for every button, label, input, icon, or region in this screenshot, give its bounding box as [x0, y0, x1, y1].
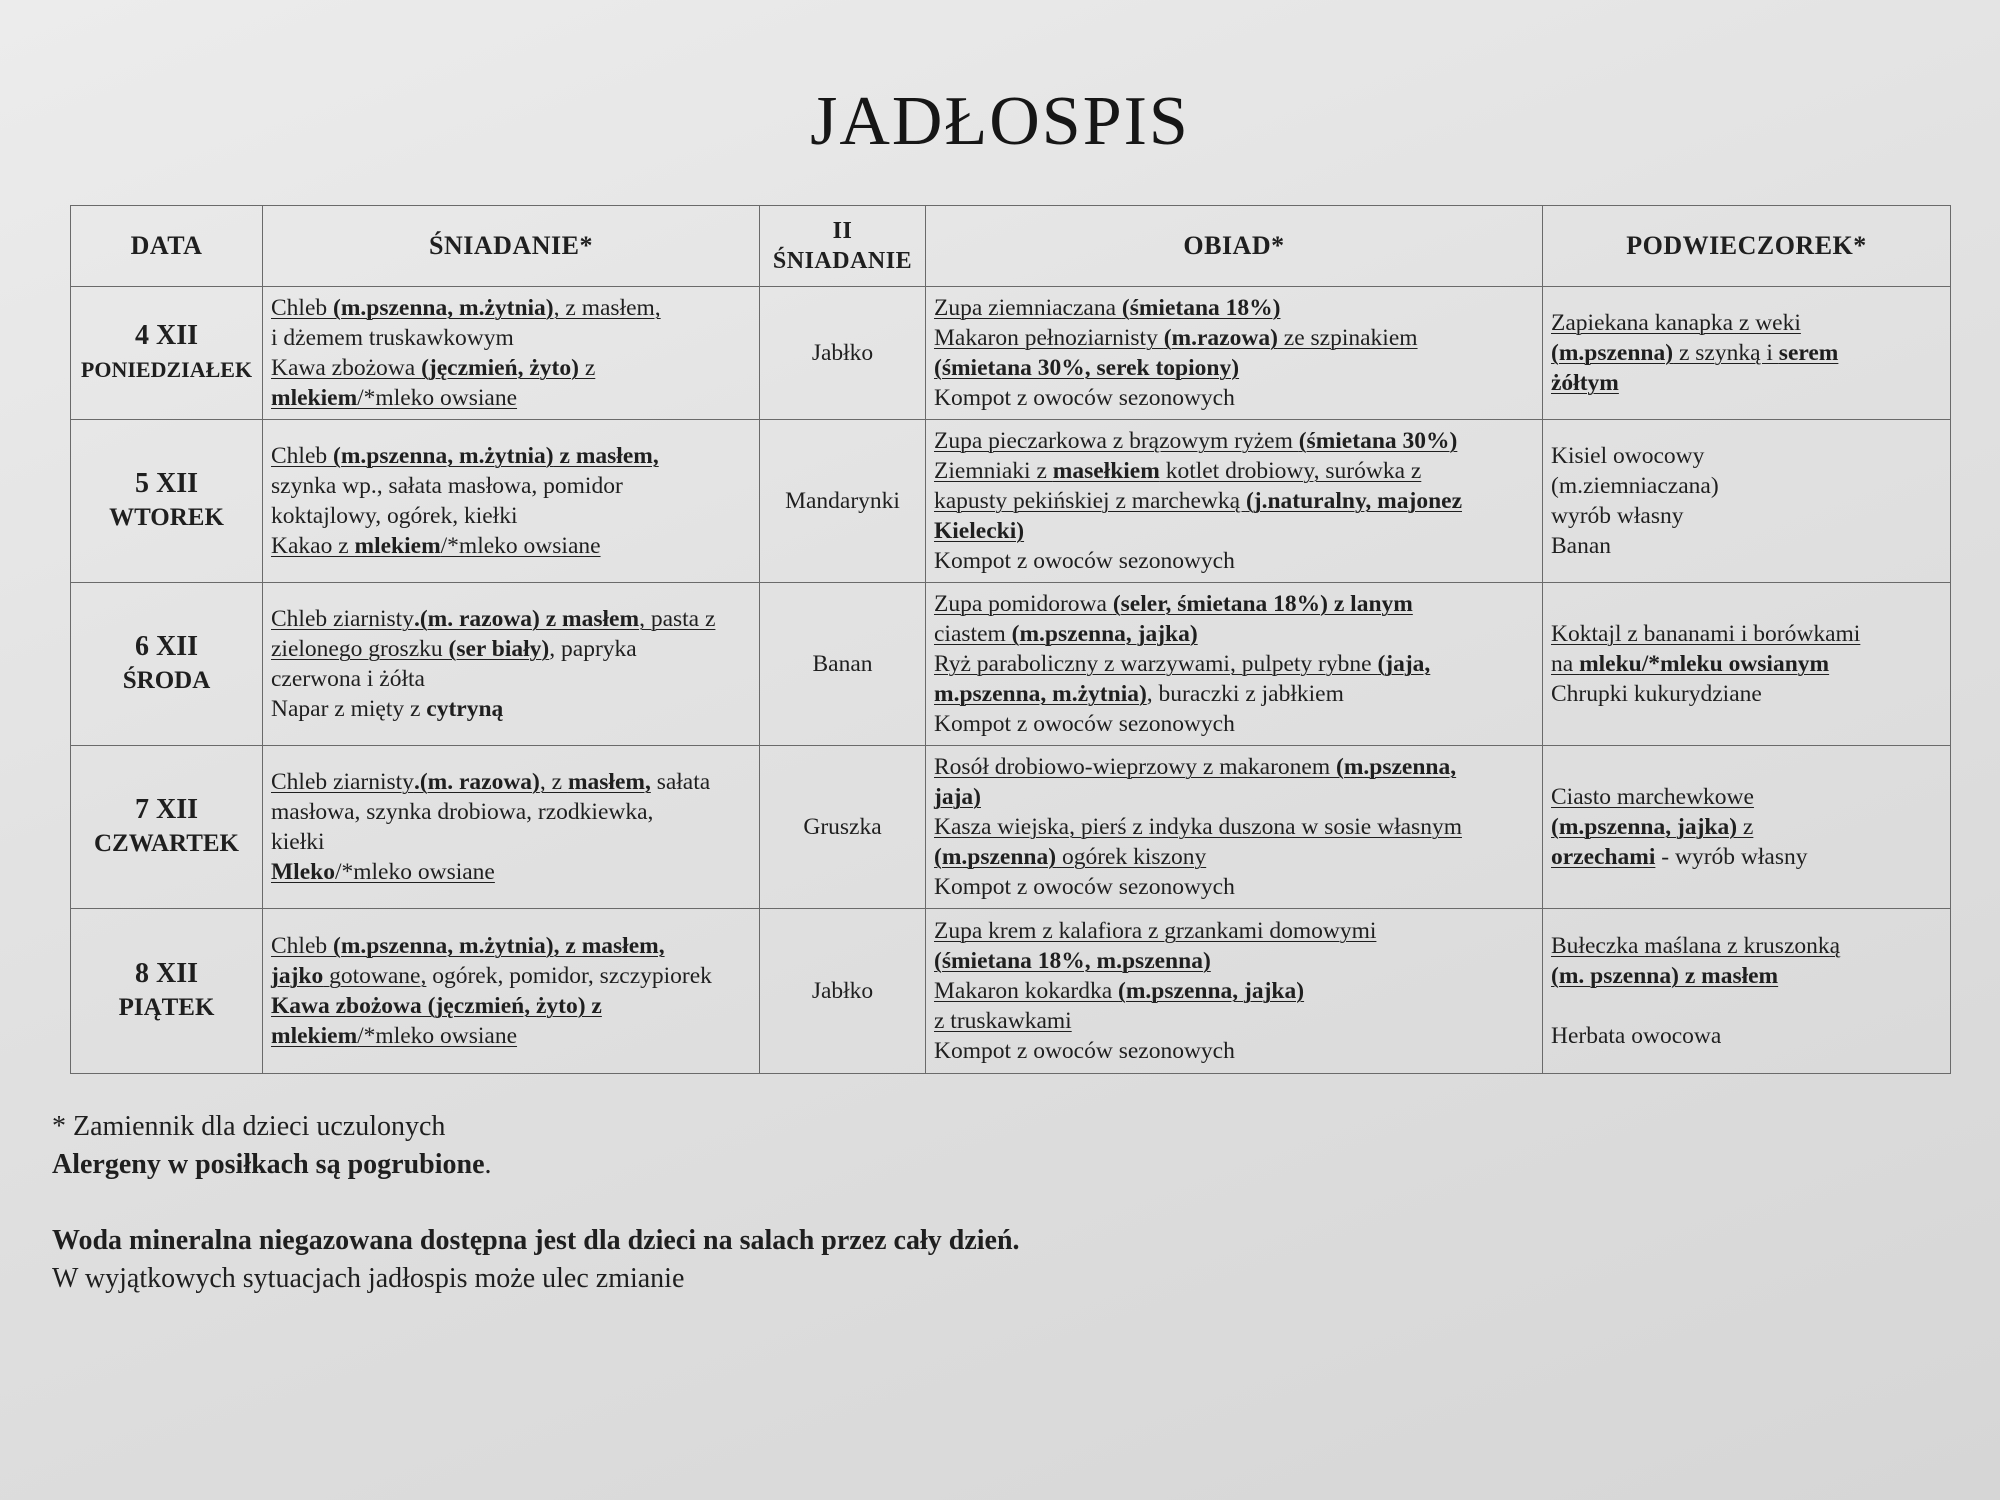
menu-text: czerwona i żółta [271, 666, 425, 692]
allergen-text: (m. pszenna) z masłem [1551, 963, 1779, 989]
allergen-text: cytryną [426, 696, 504, 722]
menu-line [934, 456, 1534, 486]
allergen-text: (śmietana 18%) [1121, 295, 1281, 321]
menu-line [1551, 308, 1942, 338]
menu-text: /*mleko owsiane [357, 1023, 518, 1049]
lunch-cell [926, 909, 1543, 1074]
menu-text: Kompot z owoców sezonowych [934, 385, 1235, 411]
allergen-text: orzechami [1551, 844, 1656, 870]
menu-line [934, 679, 1534, 709]
lunch-cell [926, 583, 1543, 746]
day-weekday: PIĄTEK [118, 994, 215, 1021]
menu-text: Kompot z owoców sezonowych [934, 548, 1235, 574]
menu-text: kotlet drobiowy, surówka z [1159, 458, 1422, 484]
allergen-text: (śmietana 30%, serek topiony) [934, 355, 1240, 381]
allergen-text: jaja) [934, 784, 981, 810]
menu-line [271, 827, 751, 857]
header-breakfast: ŚNIADANIE* [263, 206, 760, 287]
menu-text: - wyrób własny [1655, 844, 1808, 870]
menu-text: Rosół drobiowo-wieprzowy z makaronem [934, 754, 1337, 780]
allergen-text: Mleko [271, 859, 335, 885]
menu-line [1551, 842, 1942, 872]
snack-cell [1543, 583, 1951, 746]
allergen-text: (śmietana 30%) [1298, 428, 1458, 454]
menu-text: , buraczki z jabłkiem [1146, 681, 1344, 707]
menu-text: Zupa krem z kalafiora z grzankami domowymi [934, 918, 1377, 944]
menu-text: Ziemniaki z [934, 458, 1053, 484]
menu-text: /*mleko owsiane [334, 859, 495, 885]
menu-text: Kompot z owoców sezonowych [934, 874, 1235, 900]
allergens-note [52, 1146, 1952, 1184]
menu-text: Kompot z owoców sezonowych [934, 711, 1235, 737]
allergen-text: masełkiem [1052, 458, 1160, 484]
allergen-text: (m.pszenna, jajka) [1011, 621, 1198, 647]
day-date: 8 XII [134, 958, 198, 989]
menu-text: Kisiel owocowy [1551, 443, 1705, 469]
menu-line [271, 857, 751, 887]
allergen-text: Kielecki) [934, 518, 1025, 544]
header-second-top: II [832, 218, 853, 244]
menu-line [934, 916, 1534, 946]
menu-line [934, 872, 1534, 902]
menu-text: Makaron pełnoziarnisty [934, 325, 1164, 351]
second-breakfast-cell: Jabłko [760, 287, 926, 420]
menu-text: Makaron kokardka [934, 978, 1119, 1004]
lunch-cell [926, 287, 1543, 420]
menu-text: Koktajl z bananami i borówkami [1551, 621, 1861, 647]
menu-text: Zupa pieczarkowa z brązowym ryżem [934, 428, 1299, 454]
change-note: W wyjątkowych sytuacjach jadłospis może ulec zmianie [52, 1263, 685, 1294]
menu-text: z [1737, 814, 1754, 840]
snack-cell [1543, 287, 1951, 420]
menu-text: sałata [650, 769, 711, 795]
menu-text: kapusty pekińskiej z marchewką [934, 488, 1246, 514]
menu-line [1551, 679, 1942, 709]
menu-text: koktajlowy, ogórek, kiełki [271, 503, 518, 529]
allergen-text: mleku/*mleku owsianym [1579, 651, 1830, 677]
menu-text: ogórek, pomidor, szczypiorek [426, 963, 712, 989]
allergen-text: (jaja, [1377, 651, 1431, 677]
menu-text: /*mleko owsiane [440, 533, 601, 559]
menu-line [1551, 812, 1942, 842]
header-snack: PODWIECZOREK* [1543, 206, 1951, 287]
day-weekday: WTOREK [109, 504, 224, 531]
menu-line [934, 709, 1534, 739]
menu-line [934, 426, 1534, 456]
menu-text: Kawa zbożowa [271, 355, 422, 381]
menu-text: Herbata owocowa [1551, 1023, 1722, 1049]
day-row [71, 909, 1951, 1074]
allergen-text: (m.pszenna, m.żytnia) [333, 933, 554, 959]
menu-text: Kasza wiejska, pierś z indyka duszona w sosie własnym [934, 814, 1462, 840]
menu-text: Kakao z [271, 533, 355, 559]
menu-line [271, 293, 751, 323]
menu-line [271, 991, 751, 1021]
day-weekday: CZWARTEK [94, 830, 239, 857]
menu-text: Chleb ziarnisty [271, 606, 414, 632]
menu-text: Bułeczka maślana z kruszonką [1551, 933, 1841, 959]
menu-line [934, 1006, 1534, 1036]
menu-line [271, 634, 751, 664]
day-weekday: PONIEDZIAŁEK [80, 357, 253, 382]
day-date-cell [71, 909, 263, 1074]
allergen-text: żółtym [1551, 370, 1619, 396]
header-second-breakfast [760, 206, 926, 287]
menu-line [1551, 368, 1942, 398]
day-date-cell [71, 746, 263, 909]
menu-text: kiełki [271, 829, 325, 855]
day-date: 6 XII [134, 631, 198, 662]
allergen-text: Kawa zbożowa (jęczmień, żyto) z [271, 993, 602, 1019]
menu-body [71, 287, 1951, 1074]
day-date: 5 XII [134, 468, 198, 499]
allergen-text: mlekiem [271, 385, 358, 411]
menu-table [70, 205, 1951, 1074]
snack-cell [1543, 420, 1951, 583]
menu-line [1551, 338, 1942, 368]
menu-text: (m.ziemniaczana) [1551, 473, 1719, 499]
allergen-text: (m.pszenna) [934, 844, 1057, 870]
second-breakfast-cell: Gruszka [760, 746, 926, 909]
menu-text: Chleb [271, 933, 334, 959]
menu-text: Zupa pomidorowa [934, 591, 1113, 617]
snack-cell [1543, 746, 1951, 909]
day-row [71, 287, 1951, 420]
substitute-note: * Zamiennik dla dzieci uczulonych [52, 1111, 446, 1142]
allergen-text: jajko [271, 963, 324, 989]
allergen-text: z masłem, [553, 443, 659, 469]
menu-line [271, 767, 751, 797]
menu-line [934, 619, 1534, 649]
menu-text: /*mleko owsiane [357, 385, 518, 411]
menu-line [271, 664, 751, 694]
allergen-text: (j.naturalny, majonez [1245, 488, 1462, 514]
menu-line [1551, 931, 1942, 961]
menu-line [934, 649, 1534, 679]
allergen-text: .(m. razowa) z masłem [413, 606, 640, 632]
allergen-text: .(m. razowa) [413, 769, 540, 795]
day-row [71, 420, 1951, 583]
menu-line [271, 501, 751, 531]
day-date-cell [71, 583, 263, 746]
menu-text: z szynką i [1673, 340, 1779, 366]
menu-line [934, 516, 1534, 546]
menu-line [271, 1021, 751, 1051]
menu-text: Chrupki kukurydziane [1551, 681, 1762, 707]
menu-line [1551, 441, 1942, 471]
menu-line [1551, 531, 1942, 561]
menu-line [1551, 961, 1942, 991]
menu-text: ciastem [934, 621, 1012, 647]
menu-line [934, 946, 1534, 976]
menu-text: Zupa ziemniaczana [934, 295, 1122, 321]
menu-text: , papryka [549, 636, 637, 662]
menu-line [934, 589, 1534, 619]
allergen-text: masłem, [567, 769, 651, 795]
menu-text: Napar z mięty z [271, 696, 427, 722]
menu-line [934, 546, 1534, 576]
second-breakfast-cell: Mandarynki [760, 420, 926, 583]
menu-text: ogórek kiszony [1056, 844, 1207, 870]
menu-line [271, 531, 751, 561]
menu-line [271, 694, 751, 724]
lunch-cell [926, 746, 1543, 909]
allergen-text: mlekiem [354, 533, 441, 559]
lunch-cell [926, 420, 1543, 583]
menu-text: zielonego groszku [271, 636, 449, 662]
menu-text: gotowane, [323, 963, 427, 989]
snack-cell [1543, 909, 1951, 1074]
day-date-cell [71, 287, 263, 420]
menu-line [1551, 619, 1942, 649]
menu-line [934, 812, 1534, 842]
allergen-text: , z masłem, [553, 933, 665, 959]
menu-line [271, 961, 751, 991]
allergen-text: (m.pszenna) [1551, 340, 1674, 366]
menu-line [1551, 471, 1942, 501]
menu-line [934, 293, 1534, 323]
allergen-text: (m.pszenna, m.żytnia) [333, 443, 554, 469]
menu-line [1551, 991, 1942, 1021]
allergen-text: m.pszenna, m.żytnia) [934, 681, 1147, 707]
allergens-note-text: Alergeny w posiłkach są pogrubione [52, 1149, 485, 1180]
menu-line [934, 323, 1534, 353]
menu-text: z truskawkami [934, 1008, 1072, 1034]
second-breakfast-cell: Jabłko [760, 909, 926, 1074]
second-breakfast-cell: Banan [760, 583, 926, 746]
menu-line [271, 383, 751, 413]
menu-line [934, 782, 1534, 812]
menu-text: Chleb ziarnisty [271, 769, 414, 795]
header-row [71, 206, 1951, 287]
breakfast-cell [263, 420, 760, 583]
menu-line [934, 976, 1534, 1006]
header-lunch: OBIAD* [926, 206, 1543, 287]
allergen-text: serem [1778, 340, 1839, 366]
allergens-note-end: . [484, 1149, 492, 1180]
menu-text: Chleb [271, 443, 334, 469]
day-date: 4 XII [134, 320, 198, 351]
menu-text: , z [539, 769, 568, 795]
menu-text: wyrób własny [1551, 503, 1684, 529]
breakfast-cell [263, 287, 760, 420]
menu-line [934, 383, 1534, 413]
menu-text: Zapiekana kanapka z weki [1551, 310, 1801, 336]
menu-line [934, 752, 1534, 782]
menu-line [271, 797, 751, 827]
menu-line [1551, 649, 1942, 679]
menu-text: Banan [1551, 533, 1612, 559]
menu-text: i dżemem truskawkowym [271, 325, 514, 351]
menu-text: ze szpinakiem [1277, 325, 1418, 351]
menu-text: , z masłem, [553, 295, 661, 321]
menu-line [271, 604, 751, 634]
menu-text: Kompot z owoców sezonowych [934, 1038, 1235, 1064]
day-date-cell [71, 420, 263, 583]
breakfast-cell [263, 746, 760, 909]
menu-text: Chleb [271, 295, 334, 321]
menu-text: , pasta z [639, 606, 716, 632]
menu-line [1551, 782, 1942, 812]
header-date: DATA [71, 206, 263, 287]
menu-text: szynka wp., sałata masłowa, pomidor [271, 473, 623, 499]
menu-line [271, 441, 751, 471]
allergen-text: (m.razowa) [1163, 325, 1278, 351]
allergen-text: (m.pszenna, jajka) [1551, 814, 1738, 840]
menu-line [934, 353, 1534, 383]
allergen-text: (m.pszenna, m.żytnia) [333, 295, 554, 321]
water-note: Woda mineralna niegazowana dostępna jest dla dzieci na salach przez cały dzień. [52, 1225, 1020, 1256]
menu-line [934, 842, 1534, 872]
page-title: JADŁOSPIS [810, 83, 1190, 160]
allergen-text: (m.pszenna, [1336, 754, 1457, 780]
menu-line [271, 353, 751, 383]
menu-text: Ryż paraboliczny z warzywami, pulpety rybne [934, 651, 1378, 677]
allergen-text: (seler, śmietana 18%) z lanym [1112, 591, 1413, 617]
footer-notes [52, 1108, 1952, 1298]
menu-text: Ciasto marchewkowe [1551, 784, 1754, 810]
menu-text: masłowa, szynka drobiowa, rzodkiewka, [271, 799, 654, 825]
allergen-text: mlekiem [271, 1023, 358, 1049]
menu-line [271, 931, 751, 961]
menu-line [934, 486, 1534, 516]
day-row [71, 746, 1951, 909]
day-row [71, 583, 1951, 746]
allergen-text: (śmietana 18%, m.pszenna) [934, 948, 1211, 974]
breakfast-cell [263, 583, 760, 746]
menu-line [934, 1036, 1534, 1066]
menu-line [1551, 501, 1942, 531]
breakfast-cell [263, 909, 760, 1074]
menu-line [271, 323, 751, 353]
menu-text: na [1551, 651, 1580, 677]
header-second-bottom: ŚNIADANIE [772, 248, 913, 274]
allergen-text: (jęczmień, żyto) [421, 355, 579, 381]
menu-text: z [578, 355, 596, 381]
menu-line [1551, 1021, 1942, 1051]
allergen-text: (ser biały) [448, 636, 550, 662]
day-weekday: ŚRODA [122, 667, 211, 694]
allergen-text: (m.pszenna, jajka) [1118, 978, 1305, 1004]
day-date: 7 XII [134, 794, 198, 825]
menu-line [271, 471, 751, 501]
